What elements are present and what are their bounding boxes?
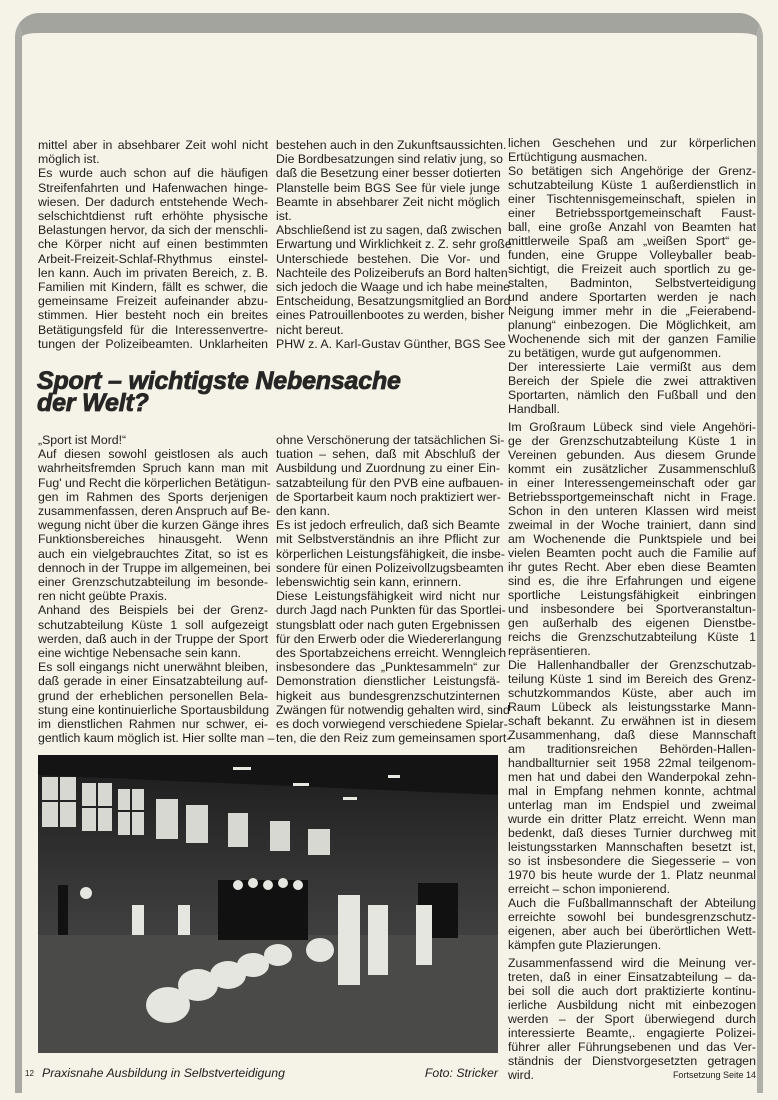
text-line: kommt ein zusätzlicher Zusammenschluß [508,462,756,476]
paragraph [276,433,505,519]
text-line: Die Bordbesatzungen sind relativ jung, so [276,152,503,167]
text-line: ständnis der Dienstvorgesetzten getragen [508,1054,756,1068]
text-line: stalten, Badminton, Selbstverteidigung [508,276,756,290]
text-line: ball, eine große Anzahl von Beamten hat [508,220,756,234]
text-line: stung eine kontinuierliche Sportausbildung [38,702,270,717]
text-line: „Sport ist Mord!“ [38,433,127,447]
text-line: mit Selbstverständnis an ihre Pflicht zur [276,532,500,547]
text-line: Handball. [508,402,560,416]
text-line: daß gerade in einer Einsatzabteilung auf- [38,674,268,689]
text-line: Zusammenhang, daß diese Mannschaft [508,728,756,742]
gym-photo-illustration [38,755,498,1053]
text-line: für den Erwerb oder die Wiedererlangung [276,631,502,646]
previous-article-column-2 [276,138,512,351]
text-line: higkeit aus bundesgrenzschutzinternen [276,688,500,703]
text-line: leistungsstarken Mannschaften besetzt ist, [508,840,756,854]
text-line: Es ist jedoch erfreulich, daß sich Beamte [276,518,500,533]
text-line: kämpfen gute Plazierungen. [508,938,662,952]
paragraph [276,589,511,746]
text-line: ist. [276,209,292,224]
text-line: Es wurde auch schon auf die häufigen [38,166,268,181]
paragraph [38,433,268,447]
text-line: handballturnier seit 1958 22mal teilgenom- [508,756,756,770]
text-line: durch Jagd nach Punkten für das Sportlei- [276,603,506,618]
text-line: interessierte Beamte,. engagierte Polizei- [508,1026,756,1040]
text-line: stungsblatt oder nach guten Ergebnissen [276,617,500,632]
paragraph [508,896,756,952]
text-line: de Sportarbeit kaum noch praktiziert wer- [276,489,501,504]
text-line: daß die Besetzung einer besser dotierten [276,166,501,181]
text-line: den kann. [276,504,331,519]
text-line: lebenswichtig sein kann, erinnern. [276,575,462,590]
text-line: Diese Leistungsfähigkeit wird nicht nur [276,589,500,604]
text-line: Der interessierte Laie vermißt aus dem [508,360,756,374]
text-line: men hat und dabei den Wanderpokal zehn- [508,770,756,784]
text-line: zweimal in der Woche trainiert, dann sind [508,518,756,532]
text-line: Sportarten, nämlich den Fußball und den [508,388,756,402]
paragraph [38,603,268,660]
text-line: bei soll die auch dort praktizierte kontinu- [508,984,756,998]
text-line: schutzkommandos Küste, aber auch im [508,686,756,700]
text-line: und andere Sportarten werden je nach [508,290,756,304]
text-line: Zusammenfassend wird die Meinung ver- [508,956,756,970]
text-line: Abschließend ist zu sagen, daß zwischen [276,223,502,238]
paragraph [508,420,756,658]
text-line: wiesen. Der dadurch entstehende Wech- [38,194,268,209]
paragraph [276,138,507,224]
text-line: eigenen, aber auch bei überörtlichen Wett- [508,924,756,938]
text-line: sind es, die ihre Erfahrungen und eigene [508,574,756,588]
text-line: so ist insbesondere die Siegesserie – von [508,854,756,868]
previous-article-column-1 [38,138,268,351]
photo-credit: Foto: Stricker [424,1066,498,1080]
text-line: gentlich kaum möglich ist. Hier sollte man – [38,731,275,746]
paragraph [38,166,268,351]
text-line: bedenkt, daß dieses Turnier durchweg mit [508,826,756,840]
text-line: Funktionsbereiches hinausgeht. Wenn [38,532,268,547]
text-line: auch ein vielgebrauchtes Zitat, so ist es [38,546,268,561]
text-line: teilung Küste 1 sind im Bereich des Grenz- [508,672,756,686]
headline-line-2: der Welt? [37,389,149,417]
text-line: schaft bekannt. Zu erwähnen ist in diesem [508,714,756,728]
text-line: schutzabteilung Küste 1 außerdienstlich in [508,178,756,192]
text-line: Demonstration dienstlicher Leistungsfä- [276,674,500,689]
photo-self-defense-training [38,755,498,1053]
text-line: ohne Verschönerung der tatsächlichen Si- [276,433,505,447]
text-line: len kann. Auch im privaten Bereich, z. B. [38,265,268,280]
text-line: insbesondere das „Punktesammeln“ zur [276,660,500,675]
text-line: Unterschiede bestehen. Die Vor- und [276,251,500,266]
text-line: Anhand des Beispiels bei der Grenz- [38,603,268,618]
text-line: reichs die Grenzschutzabteilung Küste 1 [508,630,756,644]
text-line: Im Großraum Lübeck sind viele Angehöri- [508,420,756,434]
article-headline [37,367,401,417]
text-line: Auch die Fußballmannschaft der Abteilung [508,896,756,910]
text-line: grund der erheblichen personellen Bela- [38,688,268,703]
text-line: zu betätigen, wurde gut aufgenommen. [508,346,722,360]
text-line: Es soll eingangs nicht unerwähnt bleiben, [38,660,268,675]
text-line: funden, eine Gruppe Volleyballer beab- [508,248,756,262]
text-line: stimmen. Hier besteht noch ein breites [38,308,268,323]
text-line: nicht bereut. [276,322,344,337]
text-line: Belastungen hervor, da sich der menschli- [38,223,268,238]
text-line: einer Grenzschutzabteilung im besonde- [38,575,268,590]
text-line: sich jedoch die Waage und ich habe meine [276,280,511,295]
text-line: 1970 bis heute wurde der 1. Platz neunmal [508,868,756,882]
text-line: am Wochenende die Punktspiele und bei [508,532,756,546]
text-line: und insbesondere bei Sportveranstaltun- [508,602,756,616]
text-line: am traditionsreichen Behörden-Hallen- [508,742,756,756]
text-line: in einer Interessengemeinschaft oder gar [508,476,756,490]
text-line: PHW z. A. Karl-Gustav Günther, BGS See [276,336,506,351]
paragraph [276,223,512,337]
text-line: Ertüchtigung ausmachen. [508,150,648,164]
text-line: Neigung immer mehr in die „Feierabend- [508,304,756,318]
text-line: Entscheidung, Besatzungsmitglied an Bord [276,294,511,309]
text-line: Raum Lübeck als leistungsstarke Mann- [508,700,756,714]
page-frame-inner [22,33,757,73]
text-line: gen außerhalb des eigenen Dienstbe- [508,616,756,630]
text-line: Beamte in absehbarer Zeit nicht möglich [276,194,500,209]
text-line: mal in Empfang nehmen konnte, achtmal [508,784,756,798]
text-line: sondere für einen Polizeivollzugsbeamten [276,560,504,575]
text-line: mittlerweile Spaß am „weißen Sport“ ge- [508,234,756,248]
text-line: ten, die den Reiz zum gemeinsamen sport- [276,731,511,746]
text-line: werden, daß auch in der Truppe der Sport [38,631,268,646]
paragraph [276,336,506,351]
headline-line-1: Sport – wichtigste Nebensache [37,367,401,395]
text-line: lichen Geschehen und zur körperlichen [508,136,756,150]
text-line: des Sportabzeichens erreicht. Wenngleich [276,646,507,661]
text-line: Familien mit Kindern, fällt es schwer, die [38,280,268,295]
article-column-3 [508,136,756,1082]
text-line: Schon in den unteren Klassen wird meist [508,504,756,518]
text-line: Arbeit-Freizeit-Schlaf-Rhythmus einstel- [38,251,268,266]
text-line: tuation – sehen, daß mit Abschluß der [276,447,500,462]
text-line: bestehen auch in den Zukunftsaussichten. [276,138,507,152]
text-line: erreicht – schon imponierend. [508,882,670,896]
text-line: unterlag man im Endspiel und zweimal [508,798,756,812]
text-line: sichtigt, die Freizeit auch sportlich zu ge- [508,262,756,276]
text-line: Auf diesen sowohl geistlosen als auch [38,447,268,462]
text-line: schutzabteilung Küste 1 soll aufgezeigt [38,617,268,632]
text-line: eine wichtige Nebensache sein kann. [38,646,242,661]
text-line: Wochenende sich mit der ganzen Familie [508,332,756,346]
paragraph [276,518,505,590]
text-line: Betriebssportgemeinschaft nicht in Frage. [508,490,756,504]
photo-caption: Praxisnahe Ausbildung in Selbstverteidigung [42,1066,285,1080]
text-line: planung“ einbezogen. Die Möglichkeit, am [508,318,756,332]
text-line: im dienstlichen Rahmen nur schwer, ei- [38,717,268,732]
text-line: werden – der Sport überwiegend durch [508,1012,756,1026]
text-line: einer Tischtennisgemeinschaft, spielen in [508,192,756,206]
text-line: che Körper nicht auf einen bestimmten [38,237,268,252]
text-line: wird. Fortsetzung Seite 14 [508,1068,756,1082]
paragraph [38,138,268,166]
text-line: ierliche Ausbildung nicht mit einbezogen [508,998,756,1012]
text-line: führer aller Führungsebenen und das Ver- [508,1040,756,1054]
text-line: gemeinsame Freizeit aufeinander abzu- [38,294,268,309]
paragraph [38,447,271,604]
text-line: ihr gutes Recht. Aber eben diese Beamten [508,560,756,574]
text-line: es doch vorwiegend verschiedene Spielar- [276,717,508,732]
article-column-1 [38,433,275,746]
text-line: Die Hallenhandballer der Grenzschutzab- [508,658,756,672]
text-line: Erwartung und Wirklichkeit z. Z. sehr große [276,237,512,252]
text-line: Zwängen für notwendig gehalten wird, sind [276,702,510,717]
text-line: körperlichen Leistungsfähigkeit, die insbe- [276,546,505,561]
text-line: Nachteile des Polizeiberufs an Bord halten [276,265,508,280]
text-line: So betätigen sich Angehörige der Grenz- [508,164,756,178]
text-line: sportliche Leistungsfähigkeit einbringen [508,588,756,602]
text-line: wurde ein dritter Platz erreicht. Wenn man [508,812,756,826]
text-line: möglich ist. [38,152,100,167]
text-line: tungen der Polizeibeamten. Unklarheiten [38,336,268,351]
article-column-2 [276,433,511,746]
text-line: einer Betriebssportgemeinschaft Faust- [508,206,756,220]
text-line: Vereinen gebunden. Aus diesem Grunde [508,448,756,462]
text-line: vielen Beamten pocht auch die Familie auf [508,546,756,560]
text-line: ren nicht geübte Praxis. [38,589,168,604]
paragraph [508,360,756,416]
text-line: mittel aber in absehbarer Zeit wohl nicht [38,138,268,152]
text-line: dennoch in der Truppe im allgemeinen, bei [38,560,271,575]
text-line: wegung nicht über die kurzen Gänge ihres [38,518,270,533]
text-line: zusammenfassen, deren Anspruch auf Be- [38,504,271,519]
text-line: satzabteilung für den PVB eine aufbauen- [276,475,504,490]
paragraph [508,136,756,164]
text-line: ge der Grenzschutzabteilung Küste 1 in [508,434,756,448]
text-line: repräsentieren. [508,644,591,658]
continuation-note: Fortsetzung Seite 14 [672,1070,756,1080]
text-line: selschichtdienst ruft erhöhte physische [38,209,268,224]
text-line: Fug' und Recht die körperlichen Betätigun- [38,475,271,490]
text-line: eines Patrouillenbootes zu werden, bisher [276,308,505,323]
text-line: Ausbildung und Zuordnung zu einer Ein- [276,461,500,476]
text-line: Bereich der Spiele die zwei attraktiven [508,374,756,388]
page-number: 12 [25,1069,34,1078]
paragraph [508,658,756,896]
paragraph [508,164,756,360]
text-line: Betätigungsfeld für die Interessenvertre- [38,322,268,337]
text-line: Planstelle beim BGS See für viele junge [276,180,500,195]
paragraph [508,956,756,1082]
text-line: erreichte sowohl bei bundesgrenzschutz- [508,910,756,924]
text-line: Streifenfahrten und Hafenwachen hinge- [38,180,268,195]
text-line: treten, daß in einer Einsatzabteilung – da- [508,970,756,984]
text-line: gen im Rahmen des Sports derjenigen [38,489,268,504]
text-line: wahrheitsfremden Spruch kann man mit [38,461,268,476]
paragraph [38,660,275,746]
